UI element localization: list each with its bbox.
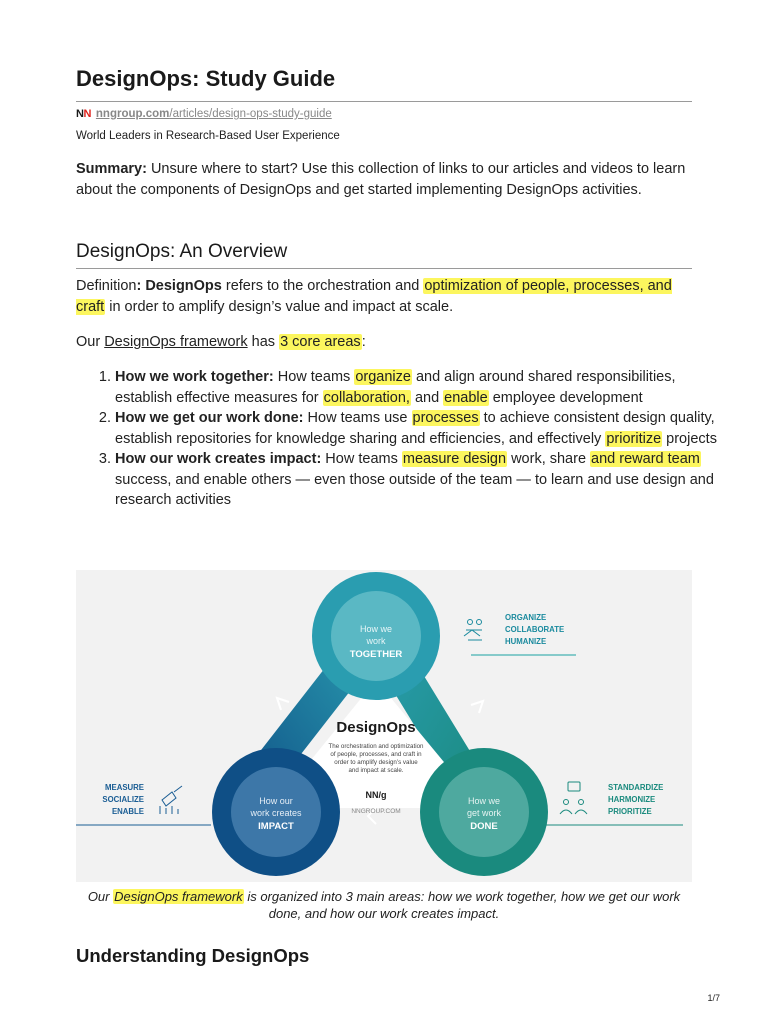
arrow-right-icon bbox=[471, 701, 483, 713]
arrow-left-icon bbox=[277, 698, 289, 710]
megaphone-icon bbox=[160, 786, 182, 814]
overview-heading: DesignOps: An Overview bbox=[76, 241, 288, 262]
center-desc: and impact at scale. bbox=[348, 767, 404, 774]
framework-link[interactable]: DesignOps framework bbox=[104, 334, 248, 350]
conversation-icon bbox=[560, 782, 587, 814]
impact-l3: IMPACT bbox=[258, 821, 294, 832]
together-l3: TOGETHER bbox=[349, 649, 403, 660]
impact-l1: How our bbox=[259, 796, 293, 806]
designops-framework-diagram bbox=[76, 570, 692, 882]
label-humanize: HUMANIZE bbox=[505, 637, 547, 646]
nn-logo-icon: NN bbox=[76, 108, 91, 120]
diagram-caption: Our DesignOps framework is organized into 3 main areas: how we work together, how we get our work done, and how our work creates impact. bbox=[87, 889, 681, 921]
label-organize: ORGANIZE bbox=[505, 613, 547, 622]
title-divider bbox=[76, 101, 692, 102]
nng-site: NNGROUP.COM bbox=[351, 808, 401, 815]
highlight: 3 core areas bbox=[280, 334, 361, 350]
definition-paragraph: Definition: DesignOps refers to the orchestration and optimization of people, processes, and craft in order to amplify design’s value and impact at scale. bbox=[76, 278, 672, 315]
people-icon bbox=[464, 620, 482, 641]
label-standardize: STANDARDIZE bbox=[608, 783, 664, 792]
tagline: World Leaders in Research-Based User Experience bbox=[76, 130, 340, 142]
label-collaborate: COLLABORATE bbox=[505, 625, 565, 634]
nng-logo: NN/g bbox=[365, 790, 387, 800]
center-title: DesignOps bbox=[336, 719, 416, 736]
core-areas-paragraph: Our DesignOps framework has 3 core areas: bbox=[76, 334, 366, 350]
label-enable: ENABLE bbox=[111, 807, 144, 816]
source-line bbox=[76, 108, 332, 120]
impact-l2: work creates bbox=[250, 808, 302, 818]
label-prioritize: PRIORITIZE bbox=[608, 807, 652, 816]
label-measure: MEASURE bbox=[105, 783, 144, 792]
source-link[interactable]: nngroup.com/articles/design-ops-study-guide bbox=[95, 108, 332, 120]
center-desc: of people, processes, and craft in bbox=[330, 751, 422, 758]
done-l3: DONE bbox=[470, 821, 498, 832]
list-item: 1. How we work together: How teams organize and align around shared responsibilities, establish effective measures for collaboration, and enable employee development bbox=[115, 367, 731, 408]
list-item: 3. How our work creates impact: How teams measure design work, share and reward team success, and enable others — even those outside of the team — to learn and use design and research activities bbox=[115, 449, 731, 511]
label-harmonize: HARMONIZE bbox=[608, 795, 656, 804]
together-l1: How we bbox=[359, 624, 393, 634]
highlight: optimization of people, processes, and craft bbox=[76, 278, 672, 315]
label-socialize: SOCIALIZE bbox=[102, 795, 144, 804]
list-item: 2. How we get our work done: How teams use processes to achieve consistent design quality, establish repositories for knowledge sharing and efficiencies, and effectively prioritize projects bbox=[115, 408, 731, 449]
together-l2: work bbox=[366, 636, 386, 646]
summary: Summary: Unsure where to start? Use this collection of links to our articles and videos to learn about the components of DesignOps and get started implementing DesignOps activities. bbox=[76, 161, 686, 198]
understanding-heading: Understanding DesignOps bbox=[76, 945, 310, 966]
page-title: DesignOps: Study Guide bbox=[76, 66, 336, 91]
center-desc: order to amplify design’s value bbox=[334, 759, 418, 766]
center-desc: The orchestration and optimization bbox=[328, 743, 424, 750]
done-l2: get work bbox=[466, 808, 502, 818]
overview-divider bbox=[76, 268, 692, 269]
page-number: 1/7 bbox=[707, 993, 720, 1003]
done-l1: How we bbox=[467, 796, 501, 806]
core-areas-list bbox=[76, 367, 731, 511]
